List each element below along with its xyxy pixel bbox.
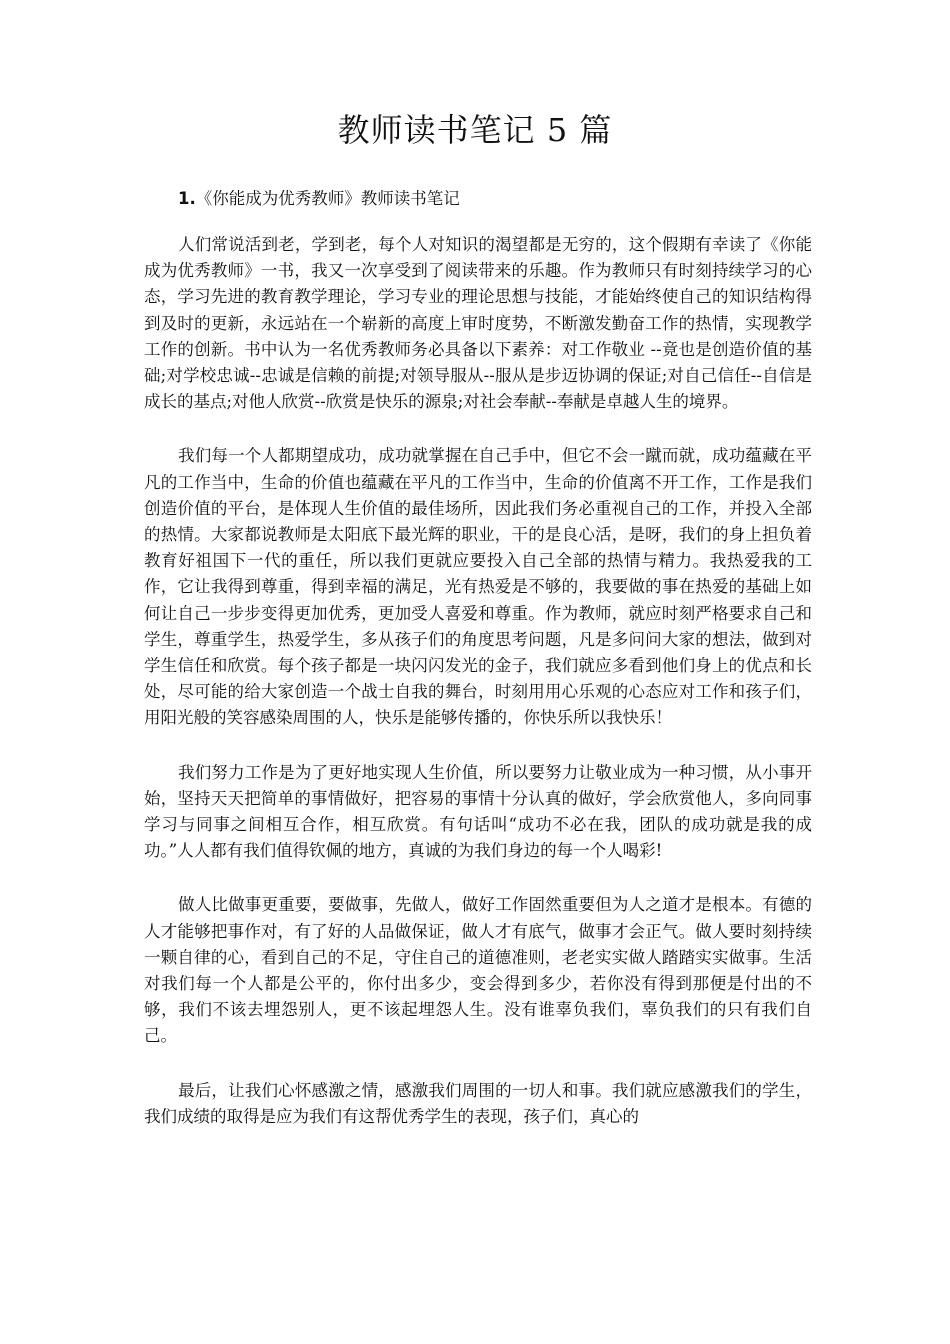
document-body xyxy=(144,232,812,1158)
section-heading-number: 1. xyxy=(178,189,196,208)
paragraph-5: 最后，让我们心怀感激之情，感激我们周围的一切人和事。我们就应感激我们的学生，我们成绩的取得是应为我们有这帮优秀学生的表现，孩子们，真心的 xyxy=(144,1080,812,1126)
paragraph-1: 人们常说活到老，学到老，每个人对知识的渴望都是无穷的，这个假期有幸读了《你能成为优秀教师》一书，我又一次享受到了阅读带来的乐趣。作为教师只有时刻持续学习的心态，学习先进的教育教学理论，学习专业的理论思想与技能，才能始终使自己的知识结构得到及时的更新，永远站在一个崭新的高度上审时度势，不断激发勤奋工作的热情，实现教学工作的创新。书中认为一名优秀教师务必具备以下素养：对工作敬业 --竟也是创造价值的基础;对学校忠诚--忠诚是信赖的前提;对领导服从--服从是步迈协调的保证;对自己信任--自信是成长的基点;对他人欣赏--欣赏是快乐的源泉;对社会奉献--奉献是卓越人生的境界。 xyxy=(144,235,812,412)
paragraph-4: 做人比做事更重要，要做事，先做人，做好工作固然重要但为人之道才是根本。有德的人才能够把事作对，有了好的人品做保证，做人才有底气，做事才会正气。做人要时刻持续一颗自律的心，看到自己的不足，守住自己的道德准则，老老实实做人踏踏实实做事。生活对我们每一个人都是公平的，你付出多少，变会得到多少，若你没有得到那便是付出的不够，我们不该去埋怨别人，更不该起埋怨人生。没有谁辜负我们，辜负我们的只有我们自己。 xyxy=(144,895,812,1046)
paragraph-3: 我们努力工作是为了更好地实现人生价值，所以要努力让敬业成为一种习惯，从小事开始，坚持天天把简单的事情做好，把容易的事情十分认真的做好，学会欣赏他人，多向同事学习与同事之间相互合作，相互欣赏。有句话叫“成功不必在我，团队的成功就是我的成功。”人人都有我们值得钦佩的地方，真诚的为我们身边的每一个人喝彩! xyxy=(144,762,812,861)
section-heading-text: 《你能成为优秀教师》教师读书笔记 xyxy=(195,189,460,208)
paragraph-2: 我们每一个人都期望成功，成功就掌握在自己手中，但它不会一蹴而就，成功蕴藏在平凡的工作当中，生命的价值也蕴藏在平凡的工作当中，生命的价值离不开工作，工作是我们创造价值的平台，是体现人生价值的最佳场所，因此我们务必重视自己的工作，并投入全部的热情。大家都说教师是太阳底下最光辉的职业，干的是良心活，是呀，我们的身上担负着教育好祖国下一代的重任，所以我们更就应要投入自己全部的热情与精力。我热爱我的工作，它让我得到尊重，得到幸福的满足，光有热爱是不够的，我要做的事在热爱的基础上如何让自己一步步变得更加优秀，更加受人喜爱和尊重。作为教师，就应时刻严格要求自己和学生，尊重学生，热爱学生，多从孩子们的角度思考问题，凡是多问问大家的想法，做到对学生信任和欣赏。每个孩子都是一块闪闪发光的金子，我们就应多看到他们身上的优点和长处，尽可能的给大家创造一个战士自我的舞台，时刻用用心乐观的心态应对工作和孩子们，用阳光般的笑容感染周围的人，快乐是能够传播的，你快乐所以我快乐！ xyxy=(144,446,812,728)
section-heading xyxy=(178,186,460,212)
document-title: 教师读书笔记 5 篇 xyxy=(337,111,613,149)
